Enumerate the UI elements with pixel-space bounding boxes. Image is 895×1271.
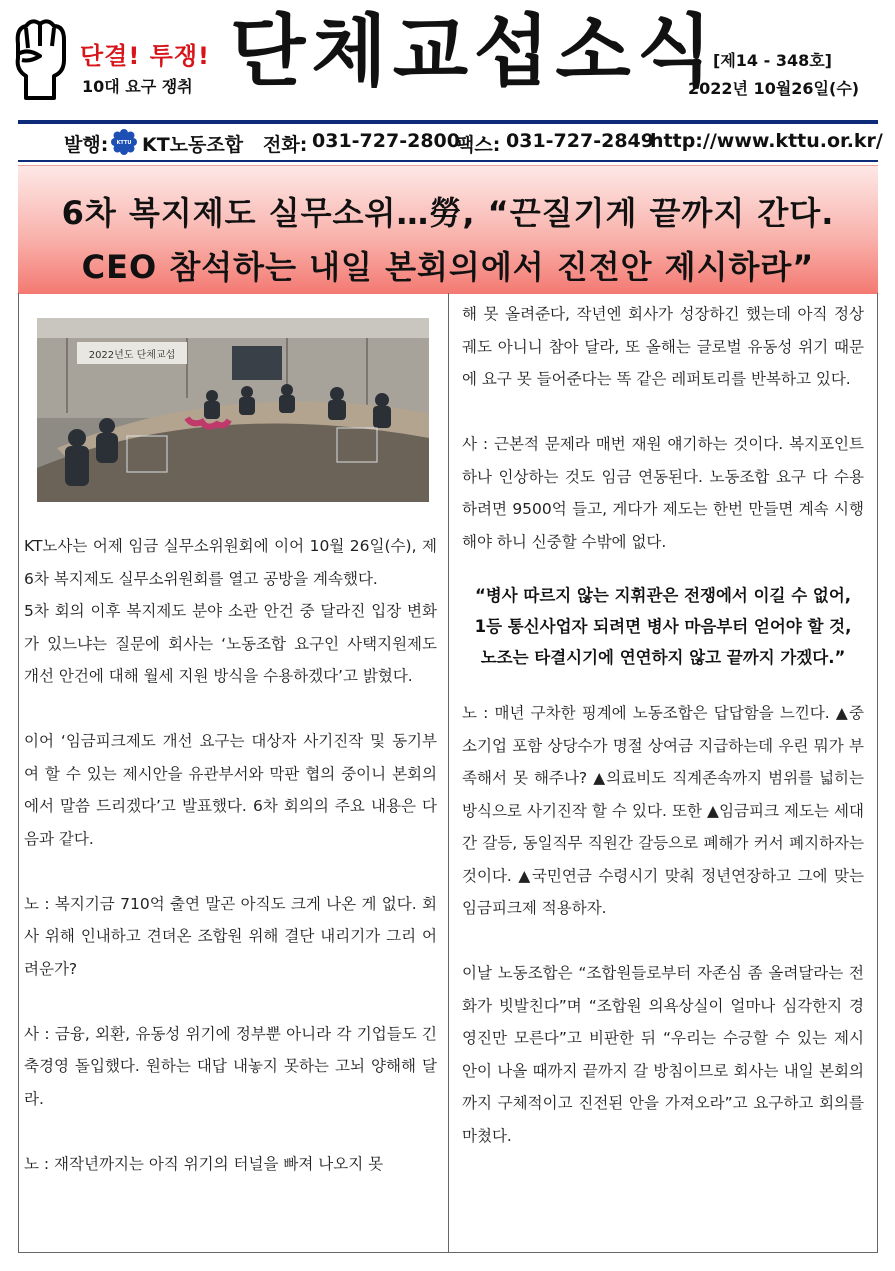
fax-key: 팩스:: [456, 134, 501, 156]
article-left-column: [24, 530, 437, 1180]
column-divider: [448, 293, 449, 1253]
header-rule-bottom: [18, 160, 878, 162]
article-paragraph: 사 : 근본적 문제라 매번 재원 얘기하는 것이다. 복지포인트 하나 인상하는 것도 임금 연동된다. 노동조합 요구 다 수용하려면 9500억 들고, 게다가 제도는 한번 만들면 계속 시행해야 하니 신중할 수밖에 없다.: [462, 435, 864, 551]
kttu-logo-icon: [111, 129, 137, 155]
slogan-line-2: 10대 요구 쟁취: [82, 77, 193, 96]
fax-number: 031-727-2849: [506, 130, 654, 152]
publisher-name: KT노동조합: [142, 134, 244, 156]
publisher-key: 발행:: [64, 134, 109, 156]
article-paragraph: 사 : 금융, 외환, 유동성 위기에 정부뿐 아니라 각 기업들도 긴축경영 돌입했다. 원하는 대답 내놓지 못하는 고뇌 양해해 달라.: [24, 1024, 437, 1108]
article-paragraph: 5차 회의 이후 복지제도 분야 소관 안건 중 달라진 입장 변화가 있느냐는 질문에 회사는 ‘노동조합 요구인 사택지원제도 개선 안건에 대해 월세 지원 방식을 수용하겠다’고 밝혔다.: [24, 602, 437, 685]
pull-quote-line: 노조는 타결시기에 연연하지 않고 끝까지 가겠다.”: [480, 648, 846, 667]
pull-quote: [462, 580, 864, 673]
article-paragraph: 이날 노동조합은 “조합원들로부터 자존심 좀 올려달라는 전화가 빗발친다”며 “조합원 의욕상실이 얼마나 심각한지 경영진만 모른다”고 비판한 뒤 “우리는 수긍할 수 있는 제시 안이 나올 때까지 끝까지 갈 방침이므로 회사는 내일 본회의까지 구체적이고 진전된 안을 가져오라”고 요구하고 회의를 마쳤다.: [462, 964, 864, 1145]
headline-line-1: 6차 복지제도 실무소위…勞, “끈질기게 끝까지 간다.: [61, 194, 835, 232]
photo-banner-text: 2022년도 단체교섭: [88, 350, 176, 361]
article-paragraph: 노 : 복지기금 710억 출연 말곤 아직도 크게 나온 게 없다. 회사 위해 인내하고 견뎌온 조합원 위해 결단 내리기가 그리 어려운가?: [24, 894, 437, 978]
article-paragraph: 노 : 매년 구차한 핑계에 노동조합은 답답함을 느낀다. ▲중소기업 포함 상당수가 명절 상여금 지급하는데 우린 뭐가 부족해서 못 해주나? ▲의료비도 직계존속까지 범위를 넓히는 방식으로 사기진작 할 수 있다. 또한 ▲임금피크 제도는 세대간 갈등, 동일직무 직원간 갈등으로 폐해가 커서 폐지하자는 것이다. ▲국민연금 수령시기 맞춰 정년연장하고 그에 맞는 임금피크제 적용하자.: [462, 704, 864, 917]
phone-key: 전화:: [263, 134, 308, 156]
article-paragraph: 노 : 재작년까지는 아직 위기의 터널을 빠져 나오지 못: [24, 1154, 384, 1173]
phone-number: 031-727-2800: [312, 130, 460, 152]
issue-number: [제14 - 348호]: [713, 51, 832, 70]
headline-line-2: CEO 참석하는 내일 본회의에서 진전안 제시하라”: [81, 248, 815, 286]
issue-date: 2022년 10월26일(수): [688, 79, 860, 98]
headline-box: [18, 165, 878, 294]
article-paragraph: 이어 ‘임금피크제도 개선 요구는 대상자 사기진작 및 동기부여 할 수 있는 제시안을 유관부서와 막판 협의 중이니 본회의에서 말씀 드리겠다’고 발표했다. 6차 회의의 주요 내용은 다음과 같다.: [24, 732, 437, 848]
pull-quote-line: 1등 통신사업자 되려면 병사 마음부터 얻어야 할 것,: [474, 617, 852, 636]
website-link[interactable]: http://www.kttu.or.kr/: [650, 130, 883, 152]
kttu-logo-text: KTTU: [116, 140, 132, 146]
article-paragraph: KT노사는 어제 임금 실무소위원회에 이어 10월 26일(수), 제6차 복지제도 실무소위원회를 열고 공방을 계속했다.: [24, 537, 437, 588]
article-right-column: [462, 298, 864, 1152]
publisher-info-bar: [18, 124, 883, 160]
pull-quote-line: “병사 따르지 않는 지휘관은 전쟁에서 이길 수 없어,: [474, 586, 852, 605]
slogan-line-1: 단결! 투쟁!: [80, 42, 210, 70]
raised-fist-icon: [8, 14, 72, 100]
masthead-title: 단체교섭소식: [230, 7, 719, 97]
article-paragraph: 해 못 올려준다, 작년엔 회사가 성장하긴 했는데 아직 정상 궤도 아니니 참아 달라, 또 올해는 글로벌 유동성 위기 때문에 요구 못 들어준다는 똑 같은 레퍼토리를 반복하고 있다.: [462, 305, 864, 388]
meeting-photo: [37, 318, 429, 502]
